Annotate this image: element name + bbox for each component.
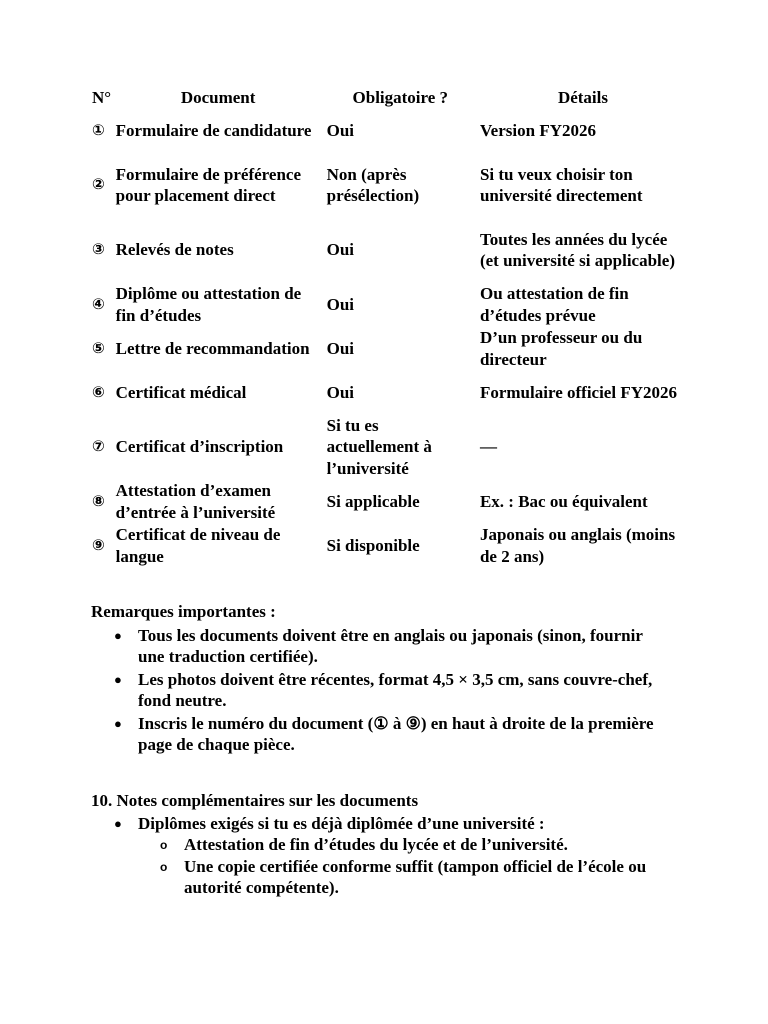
row-number: ① [92, 120, 105, 139]
row-obligatoire: Oui [326, 240, 355, 260]
notes-subitem-text: Une copie certifiée conforme suffit (tampon officiel de l’école ou autorité compétente). [184, 856, 647, 897]
row-number: ⑨ [92, 535, 105, 554]
circle-bullet-icon: o [160, 859, 168, 874]
row-details: Japonais ou anglais (moins de 2 ans) [479, 525, 676, 566]
row-obligatoire: Si disponible [326, 535, 420, 555]
remark-text: Les photos doivent être récentes, format 4,5 × 3,5 cm, sans couvre-chef, fond neutre. [138, 669, 653, 710]
list-item [114, 625, 671, 668]
bullet-icon: ● [114, 671, 122, 687]
remarks-list [91, 625, 671, 756]
header-number: N° [92, 88, 112, 107]
row-obligatoire: Oui [326, 294, 355, 314]
row-document: Formulaire de candidature [115, 120, 312, 140]
row-obligatoire: Si applicable [326, 491, 420, 511]
circle-bullet-icon: o [160, 838, 168, 852]
row-number: ⑧ [92, 491, 105, 510]
table-row [89, 153, 689, 218]
notes-list [91, 813, 671, 899]
row-obligatoire: Si tu es actuellement à l’université [326, 415, 432, 478]
row-document: Attestation d’examen d’entrée à l’université [115, 481, 276, 522]
row-details: Si tu veux choisir ton université directement [479, 164, 643, 205]
row-document: Certificat de niveau de langue [115, 525, 281, 566]
table-row [89, 480, 689, 524]
row-document: Certificat d’inscription [115, 437, 284, 457]
row-document: Lettre de recommandation [115, 338, 310, 358]
row-number: ⑦ [92, 437, 105, 456]
list-item [114, 813, 671, 899]
row-document: Formulaire de préférence pour placement direct [115, 164, 302, 205]
row-obligatoire: Oui [326, 120, 355, 140]
table-row [89, 109, 689, 153]
header-document: Document [180, 88, 256, 107]
row-obligatoire: Oui [326, 338, 355, 358]
remark-text: Inscris le numéro du document (① à ⑨) en haut à droite de la première page de chaque pièce. [138, 713, 654, 754]
row-number: ⑤ [92, 338, 105, 357]
list-item [160, 834, 671, 856]
table-row [89, 283, 689, 327]
row-number: ② [92, 175, 105, 194]
notes-subitem-text: Attestation de fin d’études du lycée et de l’université. [184, 835, 568, 854]
row-obligatoire: Oui [326, 382, 355, 402]
table-row [89, 371, 689, 415]
header-details: Détails [557, 88, 608, 107]
header-obligatoire: Obligatoire ? [352, 88, 449, 107]
row-details: Formulaire officiel FY2026 [479, 382, 677, 402]
notes-sublist [138, 834, 671, 899]
notes-item-text: Diplômes exigés si tu es déjà diplômée d’une université : [138, 813, 545, 833]
table-row [89, 327, 689, 371]
row-details: Version FY2026 [479, 120, 596, 140]
remarks-section [91, 601, 671, 757]
table-row [89, 415, 689, 480]
table-header-row [89, 87, 689, 109]
documents-table [89, 87, 689, 568]
list-item [160, 856, 671, 899]
row-document: Diplôme ou attestation de fin d’études [115, 284, 302, 325]
table-row [89, 524, 689, 568]
list-item [114, 669, 671, 712]
row-number: ⑥ [92, 382, 105, 401]
row-document: Relevés de notes [115, 240, 234, 260]
notes-title: 10. Notes complémentaires sur les documents [91, 791, 419, 810]
row-number: ④ [92, 294, 105, 313]
notes-section [91, 790, 671, 900]
row-number: ③ [92, 240, 105, 259]
row-details: D’un professeur ou du directeur [479, 328, 643, 369]
bullet-icon: ● [114, 815, 122, 831]
row-details: — [479, 437, 497, 457]
bullet-icon: ● [114, 715, 122, 731]
row-obligatoire: Non (après présélection) [326, 164, 420, 205]
row-details: Toutes les années du lycée (et université si applicable) [479, 229, 675, 270]
table-row [89, 218, 689, 283]
remark-text: Tous les documents doivent être en anglais ou japonais (sinon, fournir une traduction certifiée). [138, 625, 643, 666]
bullet-icon: ● [114, 627, 122, 643]
row-details: Ou attestation de fin d’études prévue [479, 284, 629, 325]
remarks-title: Remarques importantes : [91, 602, 276, 621]
list-item [114, 713, 671, 756]
row-details: Ex. : Bac ou équivalent [479, 491, 648, 511]
row-document: Certificat médical [115, 382, 247, 402]
